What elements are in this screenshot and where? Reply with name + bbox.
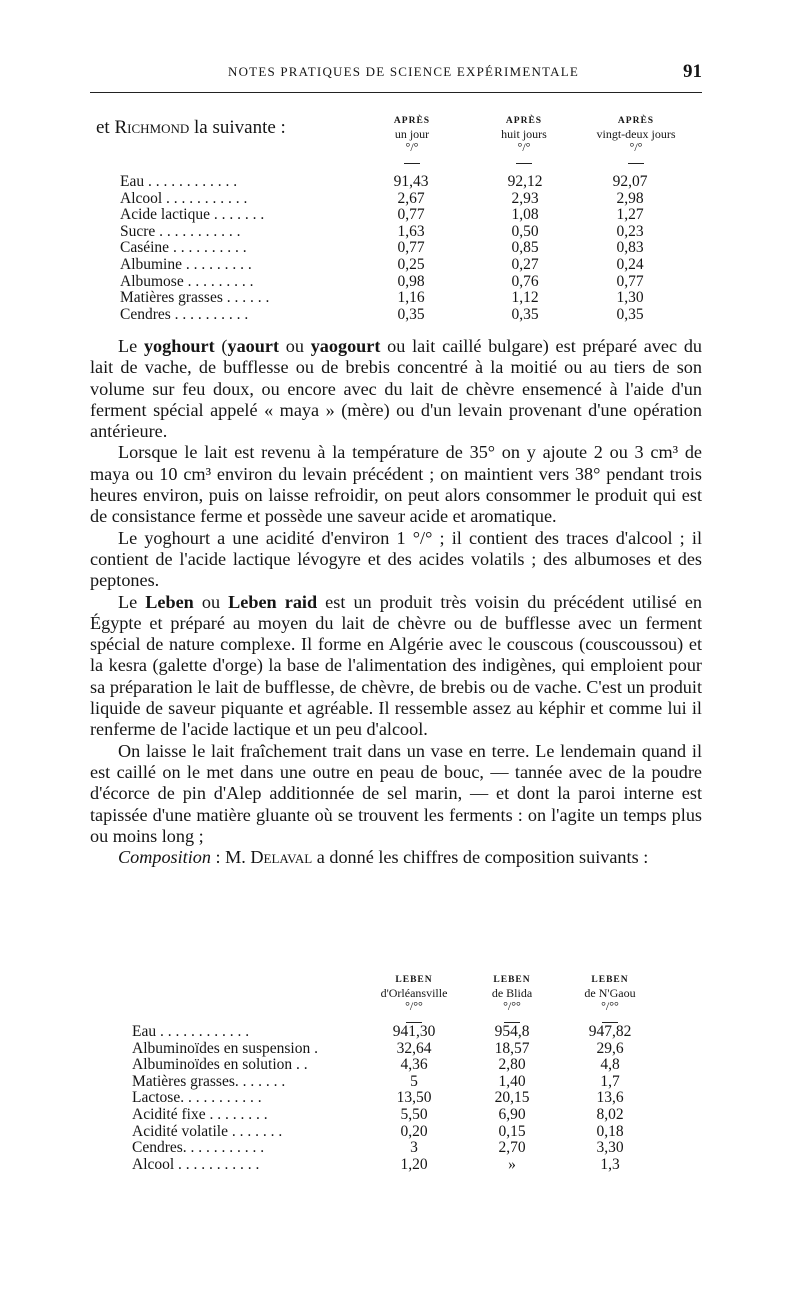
- term-leben: Leben: [145, 591, 194, 612]
- table-row: Caséine . . . . . . . . . . 0,77 0,85 0,83: [120, 239, 644, 257]
- table-row: Acidité volatile . . . . . . . 0,20 0,15 0,18: [132, 1122, 624, 1140]
- paragraph: Le Leben ou Leben raid est un produit très voisin du précédent utilisé en Égypte et préparé au moyen du lait de chèvre ou de bufflesse avec un ferment spécial de nature complexe. Il forme en Algérie avec le couscous (couscoussou) et la kesra (galette d'orge) la base de l'alimentation des indigènes, qui emploient pour sa préparation le lait de bufflesse, de chèvre, de brebis ou de vache. C'est un produit liquide de saveur piquante et agréable. Il ressemble assez au képhir et comme lui il renferme de l'acide lactique et un peu d'alcool.: [90, 591, 703, 740]
- table1-intro: et Richmond la suivante :: [96, 117, 286, 138]
- table-row: Alcool . . . . . . . . . . . 1,20 » 1,3: [132, 1155, 620, 1173]
- table-row: Albumose . . . . . . . . . 0,98 0,76 0,77: [120, 272, 644, 290]
- table-row: Matières grasses. . . . . . . 5 1,40 1,7: [132, 1072, 620, 1090]
- table2-col-head: LEBEN de Blida °/°°: [474, 974, 550, 1023]
- table-row: Acide lactique . . . . . . . 0,77 1,08 1,27: [120, 206, 644, 224]
- table1: [120, 174, 702, 323]
- term-yoghourt: yoghourt: [143, 336, 215, 356]
- table-row: Albumine . . . . . . . . . 0,25 0,27 0,24: [120, 255, 644, 273]
- table1-col-head: APRÈS un jour °/°: [372, 115, 452, 164]
- table-row: Albuminoïdes en suspension . 32,64 18,57 29,6: [132, 1039, 624, 1057]
- term-yaourt: yaourt: [227, 336, 280, 356]
- table-row: Lactose. . . . . . . . . . . 13,50 20,15 13,6: [132, 1089, 624, 1107]
- paragraph: Le yoghourt a une acidité d'environ 1 °/° ; il contient des traces d'alcool ; il contient de l'acide lactique lévogyre et des acides volatils ; des albumoses et des peptones.: [90, 527, 702, 591]
- term-yaogourt: yaogourt: [310, 336, 381, 356]
- table-row: Alcool . . . . . . . . . . . 2,67 2,93 2,98: [120, 189, 644, 207]
- table-row: Matières grasses . . . . . . 1,16 1,12 1,30: [120, 289, 644, 307]
- table-row: Eau . . . . . . . . . . . . 941,30 954,8 947,82: [132, 1023, 632, 1040]
- header-rule: [90, 92, 702, 93]
- table2-col-head: LEBEN d'Orléansville °/°°: [366, 974, 462, 1023]
- table2-col-head: LEBEN de N'Gaou °/°°: [568, 974, 652, 1023]
- table-row: Eau . . . . . . . . . . . . 91,43 92,12 92,07: [120, 173, 648, 190]
- author-name: Richmond: [114, 117, 190, 138]
- table1-col-head: APRÈS huit jours °/°: [479, 115, 569, 164]
- paragraph: Lorsque le lait est revenu à la température de 35° on y ajoute 2 ou 3 cm³ de maya ou 10 cm³ environ du levain précédent ; on maintient vers 38° pendant trois heures environ, puis on laisse refroidir, on peut alors consommer le produit qui est de consistance ferme et possède une saveur acide et aromatique.: [90, 442, 702, 527]
- page-number: 91: [683, 61, 702, 82]
- term-leben-raid: Leben raid: [228, 591, 318, 612]
- paragraph: Le yoghourt (yaourt ou yaogourt ou lait caillé bulgare) est préparé avec du lait de vache, de bufflesse ou de brebis concentré à la moitié ou au tiers de son volume sur feu doux, ou encore avec du lait de chèvre ensemencé à l'aide d'un ferment spécial appelé « maya » (mère) ou d'un levain provenant d'une opération antérieure.: [90, 336, 703, 442]
- paragraph: Composition : M. Delaval a donné les chiffres de composition suivants :: [118, 847, 649, 868]
- table-row: Sucre . . . . . . . . . . . 1,63 0,50 0,23: [120, 222, 644, 240]
- table1-col-head: APRÈS vingt-deux jours °/°: [574, 115, 698, 164]
- author-name: Delaval: [250, 847, 313, 868]
- running-title: NOTES PRATIQUES DE SCIENCE EXPÉRIMENTALE: [228, 64, 580, 79]
- body-text: [90, 336, 702, 868]
- composition-label: Composition: [118, 847, 211, 868]
- table-row: Acidité fixe . . . . . . . . 5,50 6,90 8,02: [132, 1105, 624, 1123]
- table-row: Cendres . . . . . . . . . . 0,35 0,35 0,35: [120, 305, 644, 323]
- running-header: [90, 61, 702, 84]
- paragraph: On laisse le lait fraîchement trait dans un vase en terre. Le lendemain quand il est caillé on le met dans une outre en peau de bouc, — tannée avec de la poudre d'écorce de pin d'Alep additionnée de sel marin, — et dont la paroi interne est tapissée d'une matière gluante où se trouvent les ferments : on l'agite un temps plus ou moins long ;: [90, 740, 702, 846]
- table-row: Albuminoïdes en solution . . 4,36 2,80 4,8: [132, 1056, 620, 1074]
- table2: [132, 1024, 702, 1173]
- table-row: Cendres. . . . . . . . . . . 3 2,70 3,30: [132, 1139, 624, 1157]
